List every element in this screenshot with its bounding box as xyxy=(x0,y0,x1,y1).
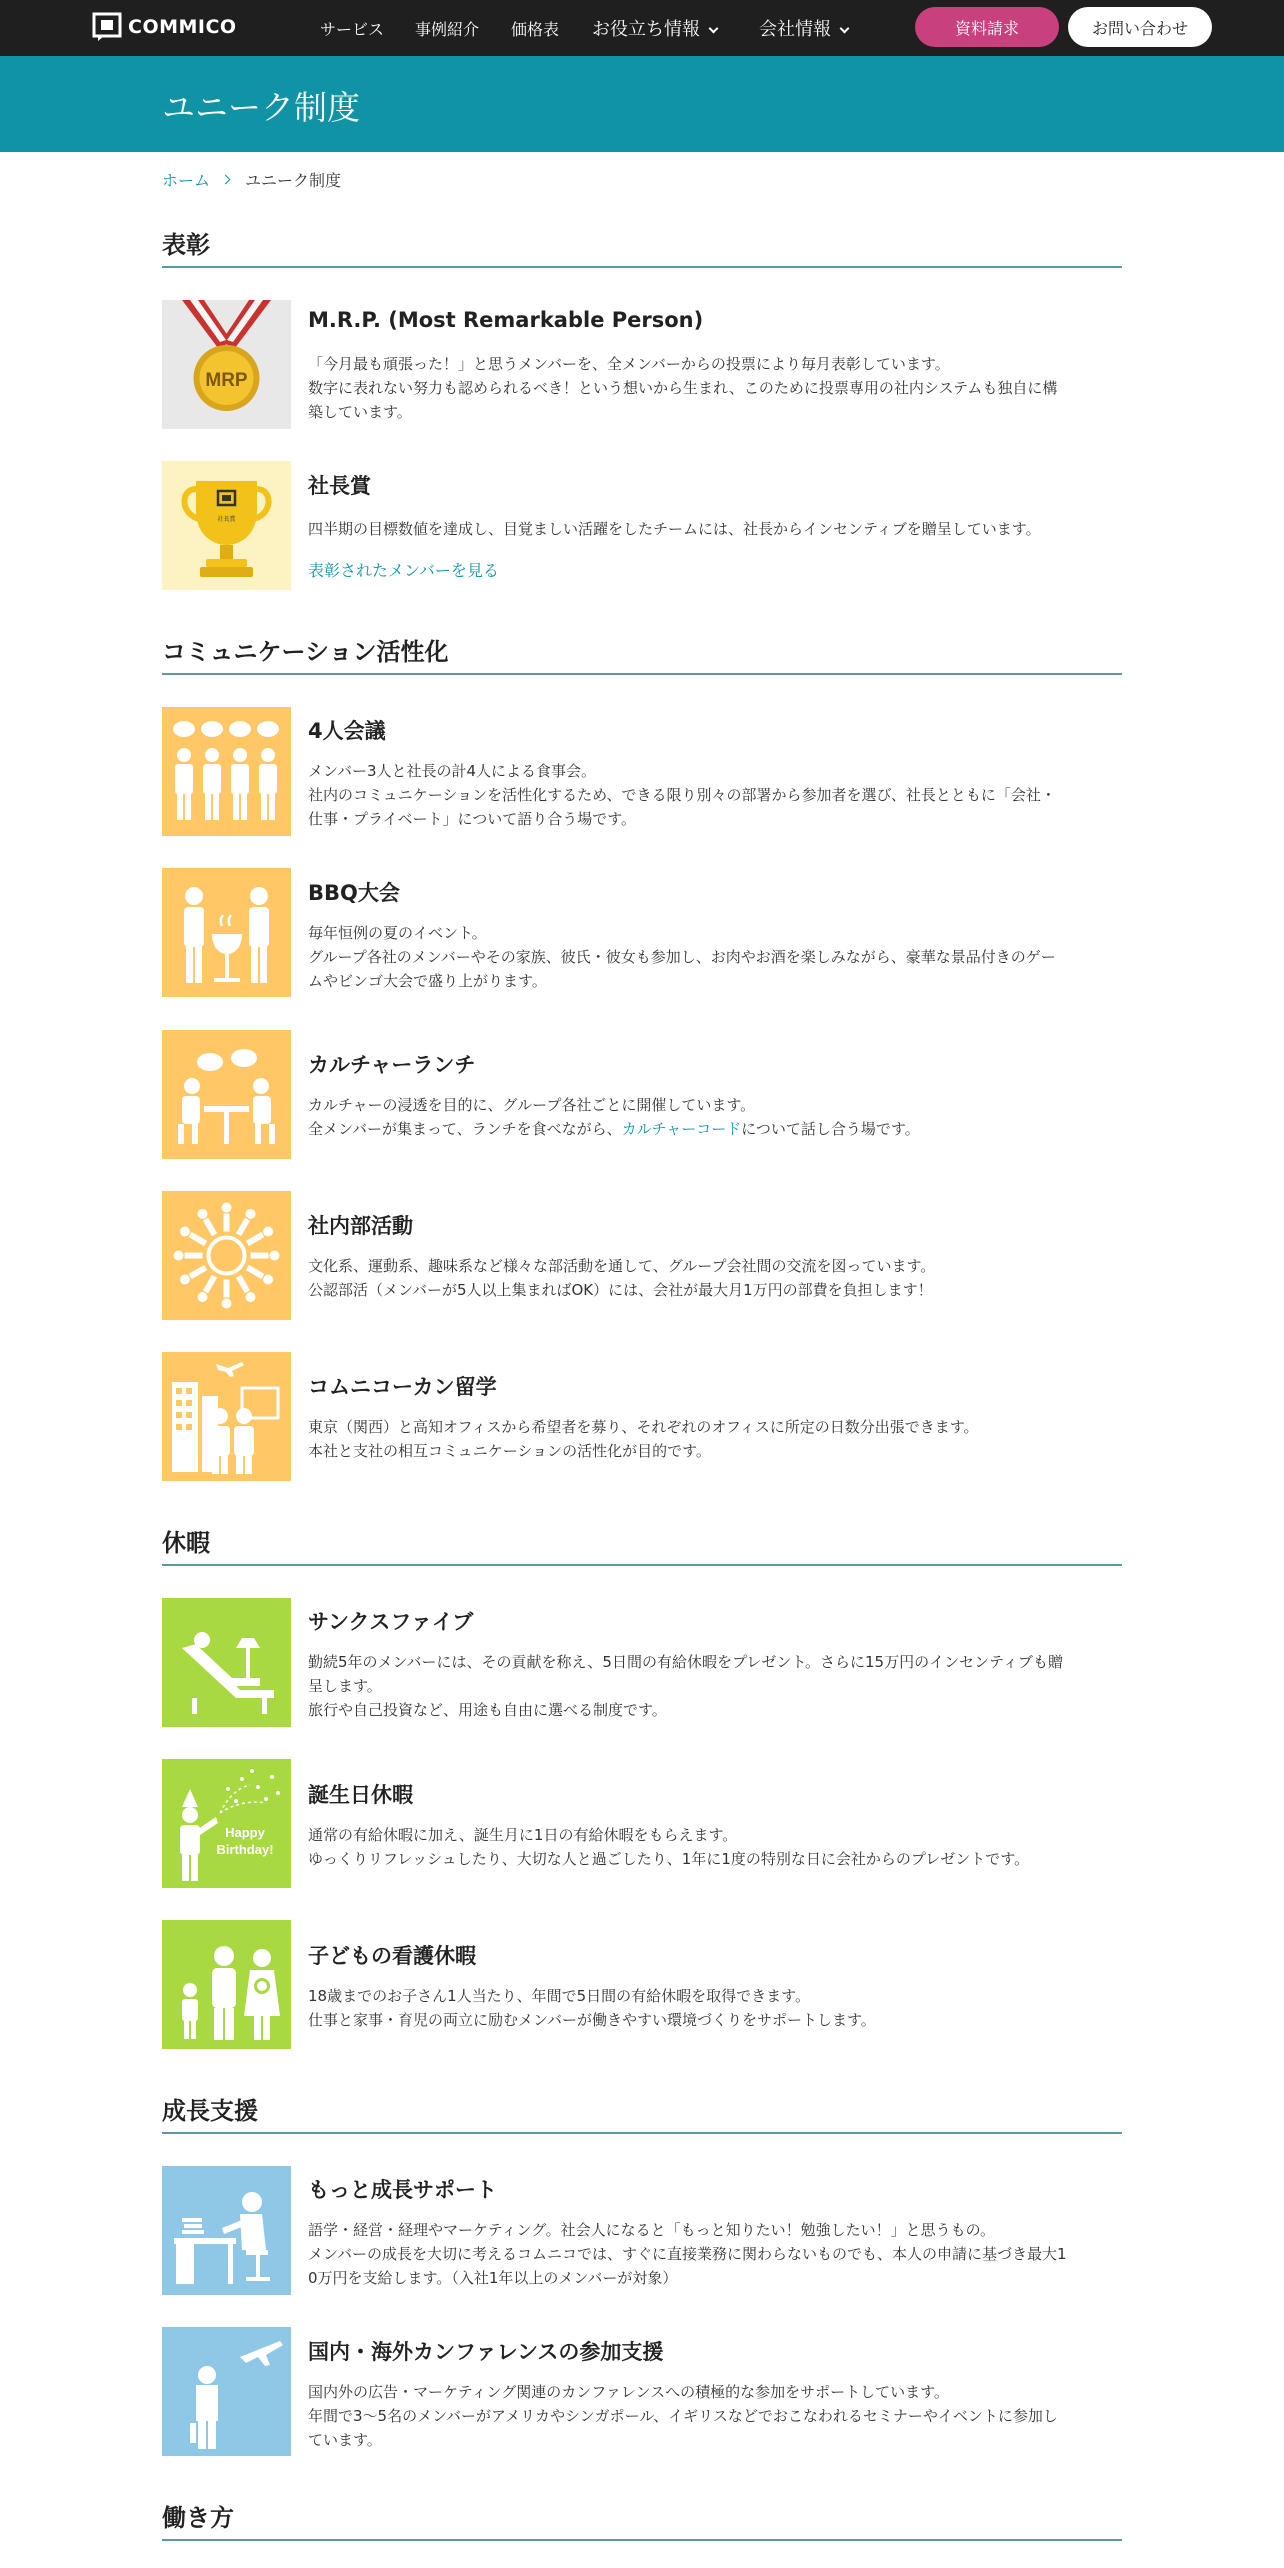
nav-cases[interactable]: 事例紹介 xyxy=(415,20,480,39)
desc-line: 呈します。 xyxy=(308,1677,382,1695)
request-docs-button[interactable]: 資料請求 xyxy=(915,7,1059,47)
club-figure-head xyxy=(198,1209,208,1219)
breadcrumb xyxy=(162,168,341,191)
logo-mark-icon xyxy=(92,12,122,42)
club-figure-head xyxy=(246,1292,256,1302)
beach-chair-icon xyxy=(162,1598,291,1727)
item-title-child-care-leave: 子どもの看護休暇 xyxy=(308,1944,476,1968)
desc-line: 勤続5年のメンバーには、その貢献を称え、5日間の有給休暇をプレゼント。さらに15万円のインセンティブも贈 xyxy=(308,1653,1063,1671)
desc-line: 公認部活（メンバーが5人以上集まればOK）には、会社が最大月1万円の部費を負担します！ xyxy=(308,1281,933,1299)
page-title: ユニーク制度 xyxy=(162,88,360,127)
nav-service[interactable]: サービス xyxy=(320,20,385,39)
section-title-work-style: 働き方 xyxy=(162,2504,234,2532)
club-figure-head xyxy=(180,1227,190,1237)
item-title-president-award: 社長賞 xyxy=(308,474,371,498)
medal-text: MRP xyxy=(205,370,248,391)
desc-line: 本社と支社の相互コミュニケーションの活性化が目的です。 xyxy=(308,1442,711,1460)
desc-line: 「今月最も頑張った！」と思うメンバーを、全メンバーからの投票により毎月表彰しています。 xyxy=(308,355,950,373)
desc-line: 旅行や自己投資など、用途も自由に選べる制度です。 xyxy=(308,1701,667,1719)
chevron-down-icon xyxy=(709,24,719,34)
lunch-icon xyxy=(162,1030,291,1159)
medal-icon xyxy=(162,300,291,429)
trophy-icon xyxy=(162,461,291,590)
exchange-icon xyxy=(162,1352,291,1481)
bbq-icon xyxy=(162,868,291,997)
desc-line: 築しています。 xyxy=(308,403,412,421)
item-desc-four-meeting xyxy=(308,759,1120,831)
item-desc-conference-support xyxy=(308,2380,1120,2452)
item-title-conference-support: 国内・海外カンファレンスの参加支援 xyxy=(308,2340,664,2364)
item-title-culture-lunch: カルチャーランチ xyxy=(308,1053,476,1077)
chevron-down-icon xyxy=(840,24,850,34)
desc-line: ムやビンゴ大会で盛り上がります。 xyxy=(308,972,547,990)
culture-code-link[interactable]: カルチャーコード xyxy=(621,1120,742,1138)
club-figure-head xyxy=(180,1275,190,1285)
birthday-text-2: Birthday! xyxy=(216,1842,274,1857)
desc-line: ゆっくりリフレッシュしたり、大切な人と過ごしたり、1年に1度の特別な日に会社からのプレゼントです。 xyxy=(308,1850,1030,1868)
breadcrumb-home-link[interactable]: ホーム xyxy=(162,171,211,190)
club-figure-head xyxy=(222,1299,232,1309)
section-divider xyxy=(162,2132,1122,2134)
breadcrumb-current: ユニーク制度 xyxy=(245,171,342,190)
nav-company-label: 会社情報 xyxy=(759,19,831,40)
commico-logo[interactable] xyxy=(92,12,237,42)
desc-line: 数字に表れない努力も認められるべき！という想いから生まれ、このために投票専用の社内システムも独自に構 xyxy=(308,379,1058,397)
desc-line: 0万円を支給します。（入社1年以上のメンバーが対象） xyxy=(308,2269,678,2287)
nav-resources-label: お役立ち情報 xyxy=(592,19,700,40)
club-figure-head xyxy=(246,1209,256,1219)
item-desc-club xyxy=(308,1254,1120,1302)
desc-line xyxy=(308,1117,1120,1141)
desk-study-icon xyxy=(162,2166,291,2295)
birthday-text-1: Happy xyxy=(225,1825,265,1840)
section-divider xyxy=(162,2539,1122,2541)
contact-button[interactable]: お問い合わせ xyxy=(1068,7,1212,47)
desc-line: 文化系、運動系、趣味系など様々な部活動を通して、グループ会社間の交流を図っています。 xyxy=(308,1257,936,1275)
desc-text: について話し合う場です。 xyxy=(741,1120,920,1138)
desc-text: 全メンバーが集まって、ランチを食べながら、 xyxy=(308,1120,622,1138)
section-divider xyxy=(162,266,1122,268)
view-awarded-members-link[interactable]: 表彰されたメンバーを見る xyxy=(308,561,499,580)
desc-line: メンバー3人と社長の計4人による食事会。 xyxy=(308,762,597,780)
item-desc-growth-support xyxy=(308,2218,1120,2290)
item-desc-president-award xyxy=(308,517,1120,541)
birthday-icon xyxy=(162,1759,291,1888)
page-title-band xyxy=(0,56,1284,152)
item-desc-exchange xyxy=(308,1415,1120,1463)
four-people-icon xyxy=(162,707,291,836)
desc-line: 国内外の広告・マーケティング関連のカンファレンスへの積極的な参加をサポートしています。 xyxy=(308,2383,949,2401)
top-navigation-bar xyxy=(0,0,1284,56)
item-desc-birthday-leave xyxy=(308,1823,1120,1871)
desc-line: カルチャーの浸透を目的に、グループ各社ごとに開催しています。 xyxy=(308,1096,756,1114)
trophy-text: 社長賞 xyxy=(217,516,236,523)
item-title-exchange: コムニコーカン留学 xyxy=(308,1375,497,1399)
desc-line: 通常の有給休暇に加え、誕生月に1日の有給休暇をもらえます。 xyxy=(308,1826,738,1844)
family-icon xyxy=(162,1920,291,2049)
section-title-awards: 表彰 xyxy=(162,231,210,259)
section-title-leave: 休暇 xyxy=(162,1529,210,1557)
desc-line: 語学・経営・経理やマーケティング。社会人になると「もっと知りたい！勉強したい！」と思うもの。 xyxy=(308,2221,996,2239)
section-title-growth: 成長支援 xyxy=(162,2097,258,2125)
desc-line: 仕事・プライベート」について語り合う場です。 xyxy=(308,810,637,828)
club-circle-icon xyxy=(162,1191,291,1320)
item-title-thanks-five: サンクスファイブ xyxy=(308,1610,474,1634)
chevron-right-icon xyxy=(221,175,231,185)
item-title-bbq: BBQ大会 xyxy=(308,881,400,905)
desc-line: ています。 xyxy=(308,2431,382,2449)
club-figure-head xyxy=(263,1227,273,1237)
item-title-growth-support: もっと成長サポート xyxy=(308,2178,497,2202)
desc-line: 社内のコミュニケーションを活性化するため、できる限り別々の部署から参加者を選び、社長とともに「会社・ xyxy=(308,786,1056,804)
club-figure-head xyxy=(198,1292,208,1302)
section-divider xyxy=(162,673,1122,675)
desc-line: 四半期の目標数値を達成し、目覚ましい活躍をしたチームには、社長からインセンティブを贈呈しています。 xyxy=(308,520,1041,538)
club-figure-head xyxy=(174,1251,184,1261)
item-desc-thanks-five xyxy=(308,1650,1120,1722)
airplane-traveler-icon xyxy=(162,2327,291,2456)
club-figure-head xyxy=(222,1203,232,1213)
nav-company[interactable] xyxy=(759,15,848,41)
item-title-four-meeting: 4人会議 xyxy=(308,719,386,743)
item-title-mrp: M.R.P. (Most Remarkable Person) xyxy=(308,308,704,332)
desc-line: 東京（関西）と高知オフィスから希望者を募り、それぞれのオフィスに所定の日数分出張できます。 xyxy=(308,1418,979,1436)
section-divider xyxy=(162,1564,1122,1566)
desc-line: メンバーの成長を大切に考えるコムニコでは、すぐに直接業務に関わらないものでも、本人の申請に基づき最大1 xyxy=(308,2245,1067,2263)
item-title-birthday-leave: 誕生日休暇 xyxy=(308,1783,413,1807)
logo-text: COMMICO xyxy=(128,16,237,38)
club-figure-head xyxy=(263,1275,273,1285)
item-desc-bbq xyxy=(308,921,1120,993)
desc-line: 仕事と家事・育児の両立に励むメンバーが働きやすい環境づくりをサポートします。 xyxy=(308,2011,876,2029)
section-title-communication: コミュニケーション活性化 xyxy=(162,638,449,666)
item-desc-child-care-leave xyxy=(308,1984,1120,2032)
item-desc-culture-lunch xyxy=(308,1093,1120,1141)
desc-line: 年間で3〜5名のメンバーがアメリカやシンガポール、イギリスなどでおこなわれるセミナーやイベントに参加し xyxy=(308,2407,1058,2425)
desc-line: グループ各社のメンバーやその家族、彼氏・彼女も参加し、お肉やお酒を楽しみながら、豪華な景品付きのゲー xyxy=(308,948,1056,966)
nav-pricing[interactable]: 価格表 xyxy=(511,20,560,39)
club-figure-head xyxy=(270,1251,280,1261)
item-title-club: 社内部活動 xyxy=(308,1214,413,1238)
nav-resources[interactable] xyxy=(592,15,717,41)
desc-line: 18歳までのお子さん1人当たり、年間で5日間の有給休暇を取得できます。 xyxy=(308,1987,810,2005)
item-desc-mrp xyxy=(308,352,1120,424)
desc-line: 毎年恒例の夏のイベント。 xyxy=(308,924,487,942)
